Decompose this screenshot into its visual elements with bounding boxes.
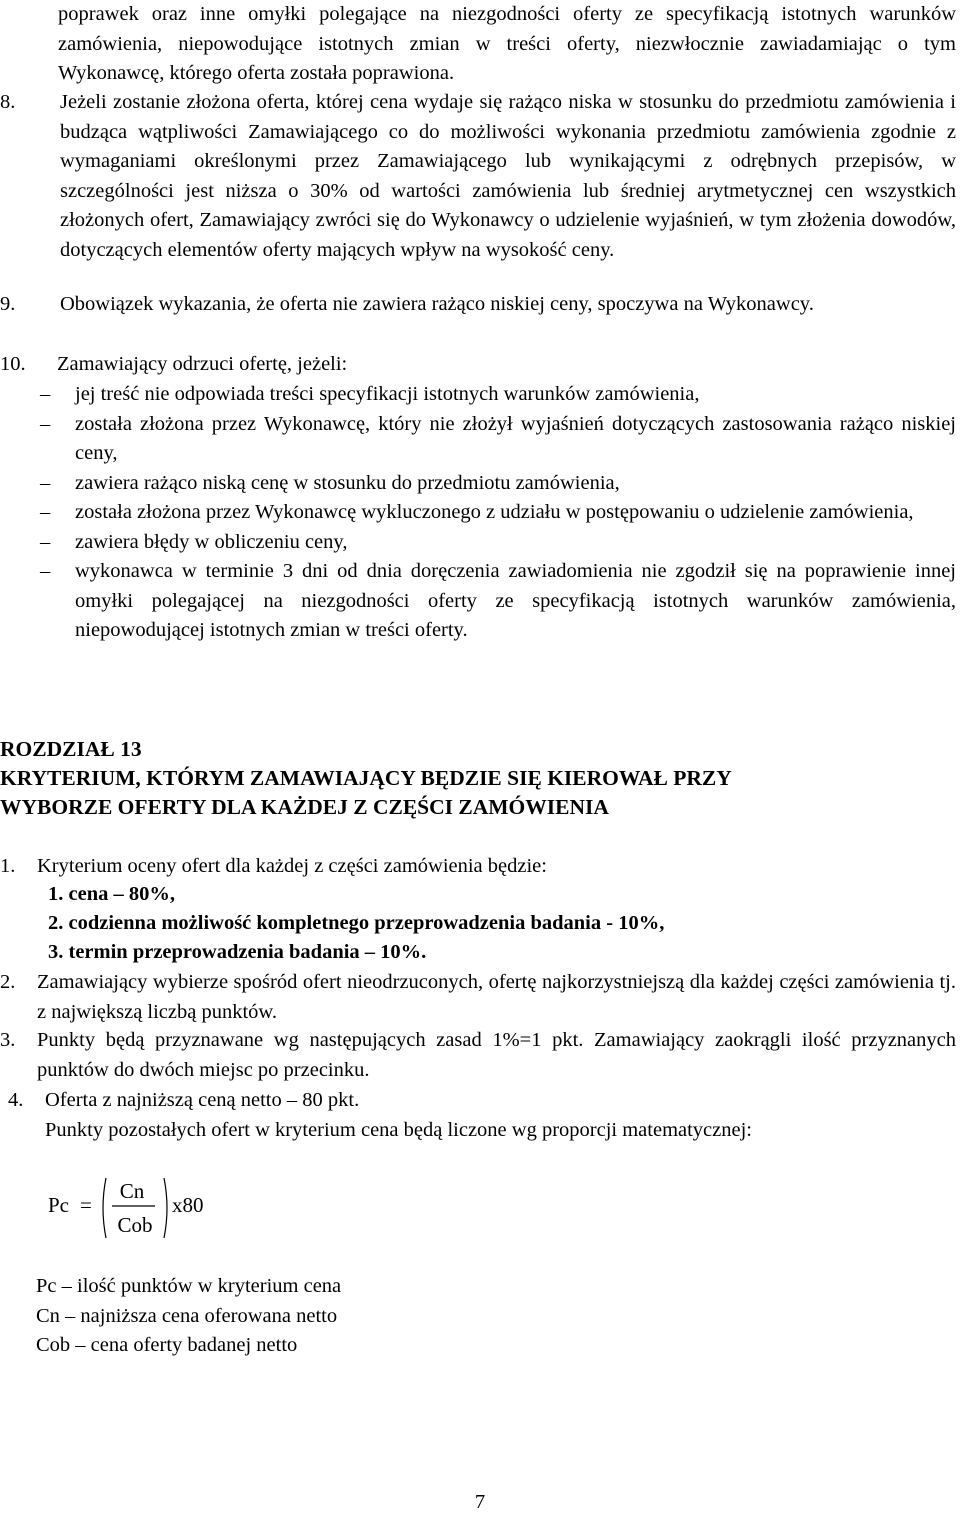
criterion-2: 2. codzienna możliwość kompletnego przeprowadzenia badania - 10%, [48,912,665,934]
left-paren [103,1178,106,1238]
formula [48,1170,248,1259]
list-item [0,498,956,528]
legend-item: Cob – cena oferty badanej netto [36,1334,298,1356]
formula-intro-text: Punkty pozostałych ofert w kryterium cena będą liczone wg proporcji matematycznej: [45,1119,752,1141]
dash-marker: – [40,383,51,405]
page-number: 7 [474,1491,486,1513]
item-number: 4. [8,1089,24,1111]
right-paren [164,1178,167,1238]
list-item [0,469,956,499]
formula-eq: = [80,1193,92,1217]
formula-numerator: Cn [119,1179,145,1203]
bullet-text: zawiera błędy w obliczeniu ceny, [75,530,348,553]
item-text: Zamawiający wybierze spośród ofert nieodrzuconych, ofertę najkorzystniejszą dla każdej części zamówienia tj. z największą liczbą punktów. [37,971,956,1023]
chapter-label: ROZDZIAŁ 13 [0,737,142,761]
legend-item: Pc – ilość punktów w kryterium cena [36,1275,342,1297]
dash-marker: – [40,471,51,494]
dash-marker: – [40,530,51,553]
item-number: 3. [0,1029,16,1051]
formula-denominator: Cob [117,1213,153,1237]
item-text: Kryterium oceny ofert dla każdej z części zamówienia będzie: [37,855,547,877]
dash-marker: – [40,560,51,582]
list-item [0,528,956,558]
item-number: 8. [0,91,16,113]
intro-paragraph: poprawek oraz inne omyłki polegające na niezgodności oferty ze specyfikacją istotnych warunków zamówienia, niepowodujące istotnych zmian w treści oferty, niezwłocznie zawiadamiając o tym Wykonawcę, którego oferta została poprawiona. [58,3,956,84]
legend-item: Cn – najniższa cena oferowana netto [36,1304,338,1327]
item-number: 2. [0,971,16,993]
bullet-text: wykonawca w terminie 3 dni od dnia doręczenia zawiadomienia nie zgodził się na poprawienie innej omyłki polegającej na niezgodności oferty ze specyfikacją istotnych warunków zamówienia, niepowodującej istotnych zmian w treści oferty. [75,560,956,641]
bullet-text: zawiera rażąco niską cenę w stosunku do przedmiotu zamówienia, [75,471,620,494]
item-number: 1. [0,855,16,877]
bullet-text: jej treść nie odpowiada treści specyfikacji istotnych warunków zamówienia, [75,383,700,405]
chapter-heading [0,735,732,822]
formula-lhs: Pc [48,1193,69,1217]
item-text: Oferta z najniższą ceną netto – 80 pkt. [45,1089,360,1111]
item-text: Zamawiający odrzuci ofertę, jeżeli: [57,353,348,375]
dash-marker: – [40,501,51,523]
bullet-text: została złożona przez Wykonawcę wykluczonego z udziału w postępowaniu o udzielenie zamówienia, [75,501,914,523]
list-item [0,557,956,646]
list-item [0,410,956,469]
item-number: 9. [0,293,16,315]
bullet-text: została złożona przez Wykonawcę, który nie złożył wyjaśnień dotyczących zastosowania rażąco niskiej ceny, [75,412,956,464]
dash-marker: – [40,412,51,435]
criterion-1: 1. cena – 80%, [48,883,175,905]
chapter-title-line-2: WYBORZE OFERTY DLA KAŻDEJ Z CZĘŚCI ZAMÓWIENIA [0,795,609,819]
formula-legend [36,1272,341,1361]
list-item [0,380,956,410]
chapter-title-line-1: KRYTERIUM, KTÓRYM ZAMAWIAJĄCY BĘDZIE SIĘ KIEROWAŁ PRZY [0,766,732,790]
formula-multiplier: x80 [172,1193,204,1217]
item-text: Punkty będą przyznawane wg następujących zasad 1%=1 pkt. Zamawiający zaokrągli ilość przyznanych punktów do dwóch miejsc po przecinku. [37,1029,956,1081]
formula-graphic [48,1170,248,1250]
rejection-list [0,380,960,646]
criterion-3: 3. termin przeprowadzenia badania – 10%. [48,941,427,963]
item-text: Jeżeli zostanie złożona oferta, której cena wydaje się rażąco niska w stosunku do przedmiotu zamówienia i budząca wątpliwości Zamawiającego co do możliwości wykonania przedmiotu zamówienia zgodnie z wymaganiami określonymi przez Zamawiającego lub wynikającymi z odrębnych przepisów, w szczególności jest niższa o 30% od wartości zamówienia lub średniej arytmetycznej cen wszystkich złożonych ofert, Zamawiający zwróci się do Wykonawcy o udzielenie wyjaśnień, w tym złożenia dowodów, dotyczących elementów oferty mających wpływ na wysokość ceny. [60,91,956,261]
item-text: Obowiązek wykazania, że oferta nie zawiera rażąco niskiej ceny, spoczywa na Wykonawcy. [60,293,814,315]
item-number: 10. [0,353,26,375]
